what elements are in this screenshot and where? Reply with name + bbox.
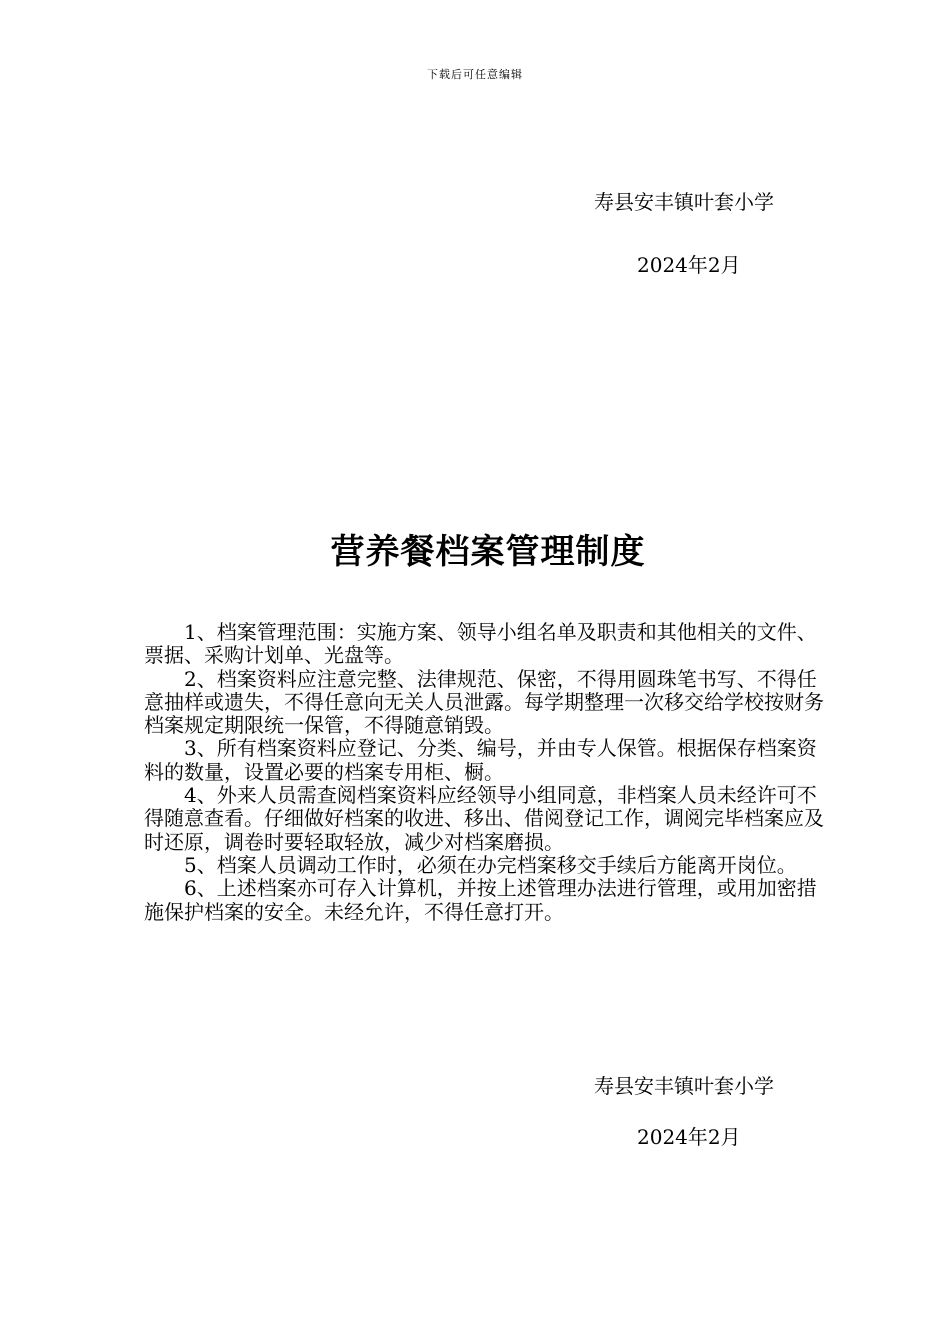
paragraph-6: 6、上述档案亦可存入计算机，并按上述管理办法进行管理，或用加密措施保护档案的安全。未经允许，不得任意打开。 bbox=[144, 876, 817, 924]
top-signature-org: 寿县安丰镇叶套小学 bbox=[594, 190, 774, 214]
paragraph-5: 5、档案人员调动工作时，必须在办完档案移交手续后方能离开岗位。 bbox=[184, 852, 797, 877]
paragraph-4: 4、外来人员需查阅档案资料应经领导小组同意，非档案人员未经许可不得随意查看。仔细做好档案的收进、移出、借阅登记工作，调阅完毕档案应及时还原，调卷时要轻取轻放，减少对档案磨损。 bbox=[144, 783, 824, 854]
header-note: 下载后可任意编辑 bbox=[427, 68, 523, 81]
document-body bbox=[144, 621, 824, 924]
document-title: 营养餐档案管理制度 bbox=[330, 532, 646, 572]
bottom-signature-date: 2024年2月 bbox=[637, 1125, 741, 1149]
paragraph-1: 1、档案管理范围：实施方案、领导小组名单及职责和其他相关的文件、票据、采购计划单、光盘等。 bbox=[144, 620, 817, 668]
paragraph-2: 2、档案资料应注意完整、法律规范、保密，不得用圆珠笔书写、不得任意抽样或遗失，不得任意向无关人员泄露。每学期整理一次移交给学校按财务档案规定期限统一保管，不得随意销毁。 bbox=[144, 666, 824, 738]
top-signature-date: 2024年2月 bbox=[637, 253, 741, 277]
paragraph-3: 3、所有档案资料应登记、分类、编号，并由专人保管。根据保存档案资料的数量，设置必要的档案专用柜、橱。 bbox=[144, 736, 817, 784]
bottom-signature-org: 寿县安丰镇叶套小学 bbox=[594, 1074, 774, 1098]
